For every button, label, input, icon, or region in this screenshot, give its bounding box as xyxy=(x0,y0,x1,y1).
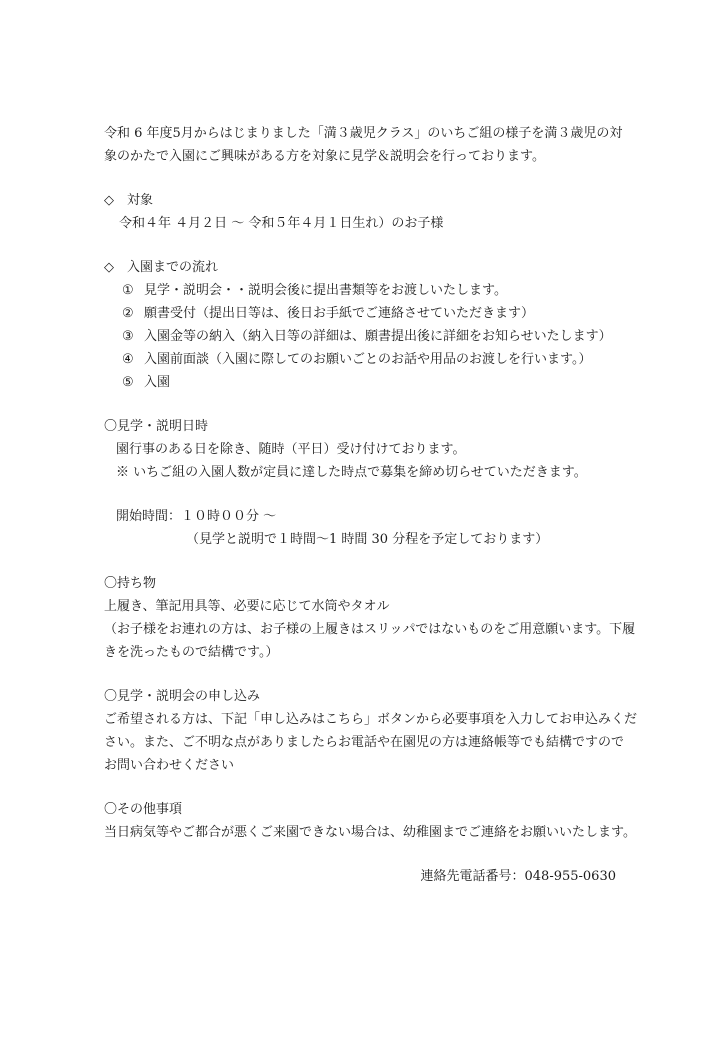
duration-note: （見学と説明で１時間〜1 時間 30 分程を予定しております） xyxy=(186,532,549,547)
flow-heading: ◇ 入園までの流れ xyxy=(104,260,218,275)
schedule-heading: 〇見学・説明日時 xyxy=(104,419,209,434)
flow-step-number: ① xyxy=(122,283,134,298)
flow-step xyxy=(122,280,507,302)
schedule-note: ※ いちご組の入園人数が定員に達した時点で募集を締め切らせていただきます。 xyxy=(116,465,587,480)
application-line: ご希望される方は、下記「申し込みはこちら」ボタンから必要事項を入力してお申込みくだ xyxy=(104,712,638,727)
schedule-line: 園行事のある日を除き、随時（平日）受け付けております。 xyxy=(116,442,466,457)
other-heading: 〇その他事項 xyxy=(104,802,183,817)
flow-step-text: 入園 xyxy=(144,375,171,390)
flow-step xyxy=(122,326,612,348)
target-heading: ◇ 対象 xyxy=(104,193,153,208)
flow-step-text: 入園金等の納入（納入日等の詳細は、願書提出後に詳細をお知らせいたします） xyxy=(144,329,612,344)
flow-step xyxy=(122,303,534,325)
application-line: さい。また、ご不明な点がありましたらお電話や在園児の方は連絡帳等でも結構ですので xyxy=(104,735,625,750)
items-line: （お子様をお連れの方は、お子様の上履きはスリッパではないものをご用意願います。下履 xyxy=(104,622,636,637)
start-time: 開始時間：１０時００分 〜 xyxy=(116,509,277,524)
contact-phone: 連絡先電話番号：048-955-0630 xyxy=(420,869,616,884)
application-heading: 〇見学・説明会の申し込み xyxy=(104,689,261,704)
items-line: きを洗ったもので結構です。） xyxy=(104,645,279,660)
items-heading: 〇持ち物 xyxy=(104,576,157,591)
flow-step-text: 入園前面談（入園に際してのお願いごとのお話や用品のお渡しを行います。） xyxy=(144,352,592,367)
intro-line-2: 象のかたで入園にご興味がある方を対象に見学＆説明会を行っております。 xyxy=(104,149,545,164)
items-line: 上履き、筆記用具等、必要に応じて水筒やタオル xyxy=(104,599,390,614)
intro-line-1: 令和 6 年度5月からはじまりました「満３歳児クラス」のいちご組の様子を満３歳児の対 xyxy=(104,126,623,141)
flow-step xyxy=(122,349,591,371)
application-line: お問い合わせください xyxy=(104,758,235,773)
flow-step-number: ② xyxy=(122,306,134,321)
flow-step-number: ⑤ xyxy=(122,375,134,390)
flow-step-number: ④ xyxy=(122,352,134,367)
flow-step-number: ③ xyxy=(122,329,134,344)
flow-step xyxy=(122,372,170,394)
flow-step-text: 見学・説明会・・説明会後に提出書類等をお渡しいたします。 xyxy=(144,283,507,298)
flow-step-text: 願書受付（提出日等は、後日お手紙でご連絡させていただきます） xyxy=(144,306,535,321)
other-line: 当日病気等やご都合が悪くご来園できない場合は、幼稚園までご連絡をお願いいたします。 xyxy=(104,825,636,840)
target-text: 令和４年 ４月２日 〜 令和５年４月１日生れ）のお子様 xyxy=(119,216,444,231)
